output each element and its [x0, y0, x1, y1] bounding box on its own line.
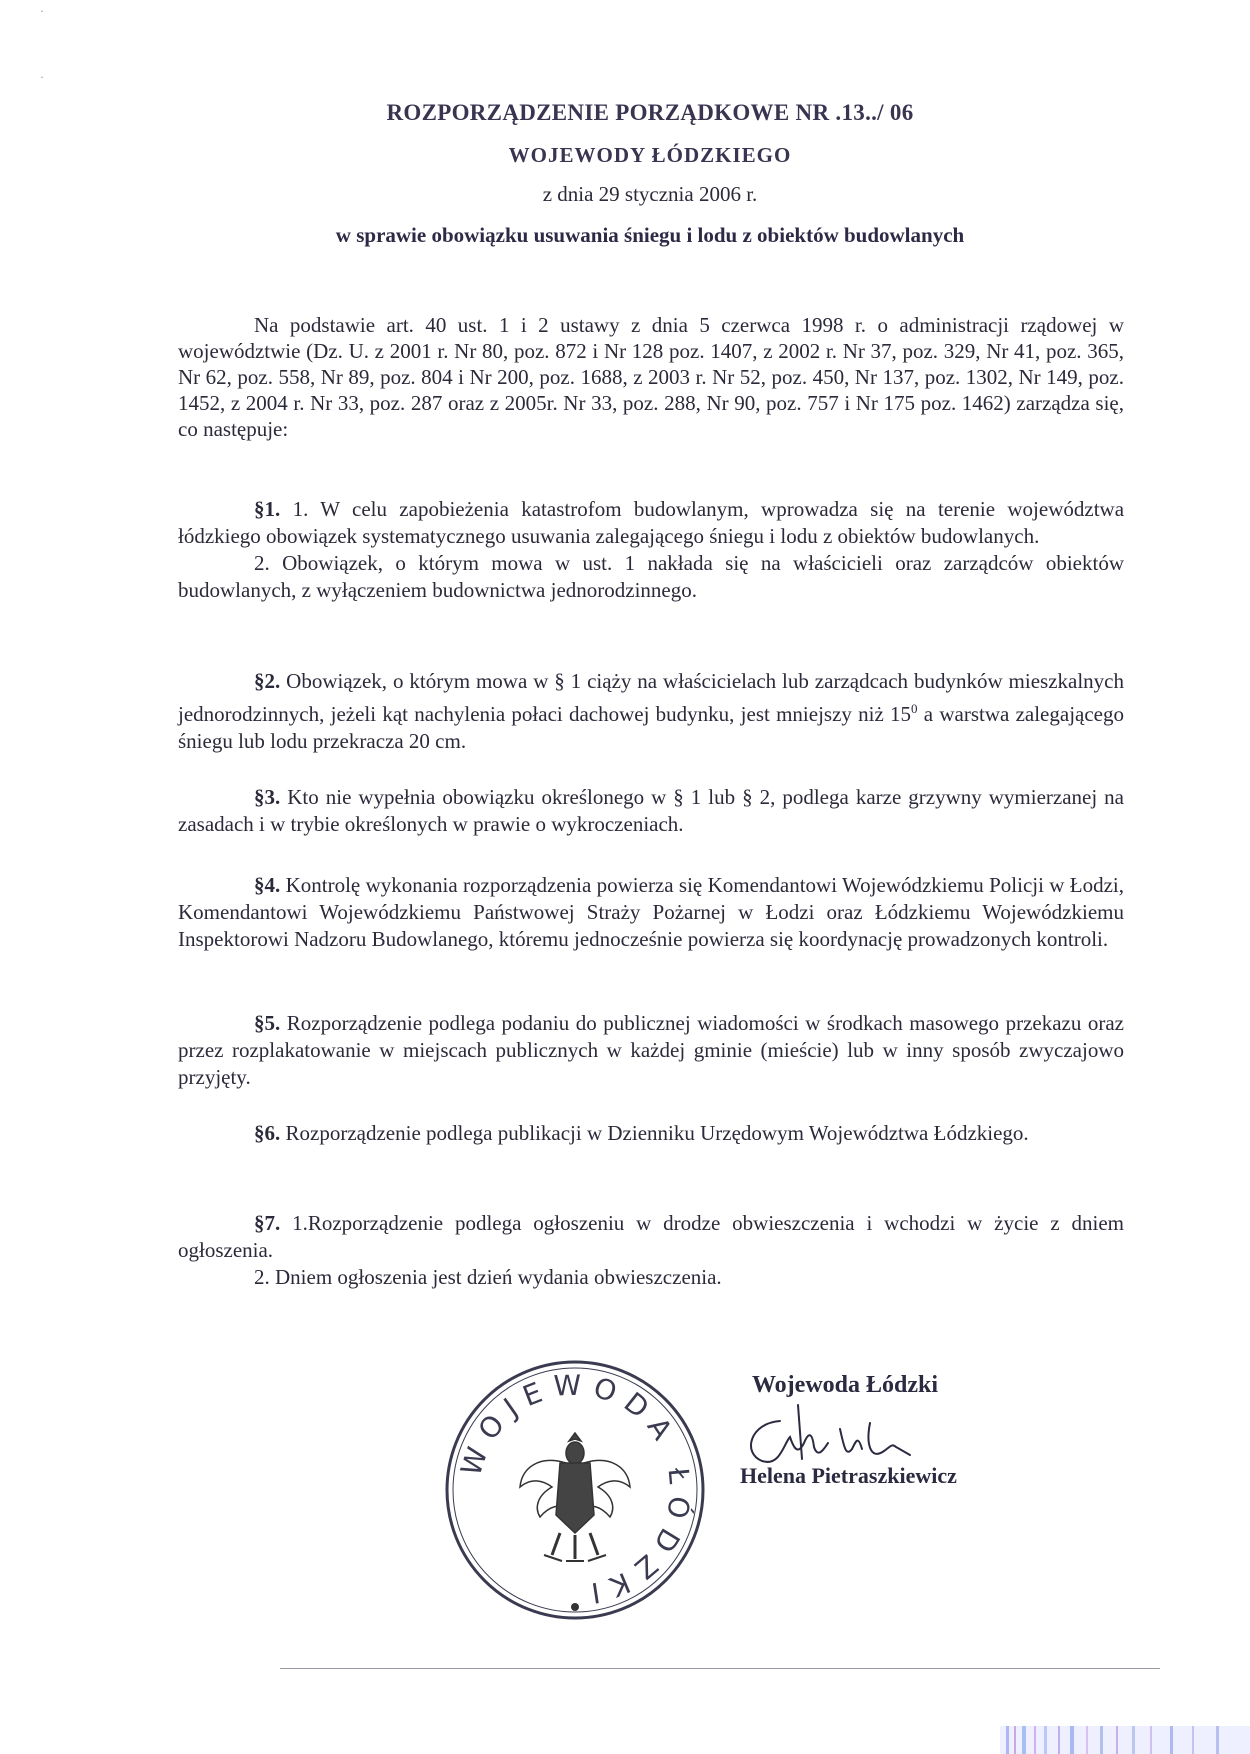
document-header — [180, 100, 1120, 248]
document-subject: w sprawie obowiązku usuwania śniegu i lodu z obiektów budowlanych — [335, 223, 965, 247]
preamble: Na podstawie art. 40 ust. 1 i 2 ustawy z dnia 5 czerwca 1998 r. o administracji rządowej w województwie (Dz. U. z 2001 r. Nr 80, poz. 872 i Nr 128 poz. 1407, z 2002 r. Nr 37, poz. 329, Nr 41, poz. 365, Nr 62, poz. 558, Nr 89, poz. 804 i Nr 200, poz. 1688, z 2003 r. Nr 52, poz. 450, Nr 137, poz. 1302, Nr 149, poz. 1452, z 2004 r. Nr 33, poz. 287 oraz z 2005r. Nr 33, poz. 288, Nr 90, poz. 757 i Nr 175 poz. 1462) zarządza się, co następuje: — [178, 313, 1124, 441]
section-number: §3. — [254, 785, 281, 809]
section-number: §5. — [254, 1011, 281, 1035]
section-text: Kto nie wypełnia obowiązku określonego w § 1 lub § 2, podlega karze grzywny wymierzanej na zasadach i w trybie określonych w prawie o wykroczeniach. — [178, 785, 1125, 836]
section-text: Rozporządzenie podlega podaniu do publicznej wiadomości w środkach masowego przekazu oraz przez rozplakatowanie w miejscach publicznych w każdej gminie (mieście) lub w inny sposób zwyczajowo przyjęty. — [178, 1011, 1125, 1089]
section-number: §6. — [254, 1121, 281, 1145]
section-6 — [178, 1120, 1124, 1147]
section-7 — [178, 1210, 1124, 1291]
issue-date: z dnia 29 stycznia 2006 r. — [542, 182, 758, 206]
section-5 — [178, 1010, 1124, 1091]
section-number: §1. — [254, 497, 281, 521]
section-number: §2. — [254, 669, 281, 693]
section-3 — [178, 784, 1124, 838]
issuer-line: WOJEWODY ŁÓDZKIEGO — [508, 143, 792, 167]
margin-mark: · — [40, 70, 44, 84]
seal-dot — [571, 1603, 579, 1611]
signatory-title: Wojewoda Łódzki — [752, 1372, 939, 1398]
scan-artifact — [1000, 1726, 1250, 1754]
section-number: §7. — [254, 1211, 281, 1235]
section-2 — [178, 668, 1124, 755]
eagle-emblem-icon — [520, 1433, 630, 1561]
signatory-name: Helena Pietraszkiewicz — [740, 1463, 957, 1488]
seal-text: WOJEWODA ŁÓDZKI — [454, 1368, 697, 1611]
document-title: ROZPORZĄDZENIE PORZĄDKOWE NR .13../ 06 — [386, 100, 914, 125]
bottom-rule — [280, 1668, 1160, 1669]
section-4 — [178, 872, 1124, 953]
section-1 — [178, 496, 1124, 604]
section-text: Kontrolę wykonania rozporządzenia powierza się Komendantowi Wojewódzkiemu Policji w Łodzi, Komendantowi Wojewódzkiemu Państwowej Straży Pożarnej w Łodzi oraz Łódzkiemu Wojewódzkiemu Inspektorowi Nadzoru Budowlanego, któremu jednocześnie powierza się koordynację prowadzonych kontroli. — [178, 873, 1124, 951]
section-text: 1. W celu zapobieżenia katastrofom budowlanym, wprowadza się na terenie województwa łódzkiego obowiązek systematycznego usuwania zalegającego śniegu i lodu z obiektów budowlanych. — [178, 497, 1125, 548]
section-text: 2. Dniem ogłoszenia jest dzień wydania obwieszczenia. — [254, 1265, 722, 1289]
section-text: 2. Obowiązek, o którym mowa w ust. 1 nakłada się na właścicieli oraz zarządców obiektów budowlanych, z wyłączeniem budownictwa jednorodzinnego. — [178, 551, 1124, 602]
degree-superscript: 0 — [911, 701, 918, 716]
margin-mark: · — [40, 4, 44, 18]
signature-block — [740, 1372, 1070, 1489]
section-number: §4. — [254, 873, 281, 897]
section-text: Obowiązek, o którym mowa w § 1 ciąży na właścicielach lub zarządcach budynków mieszkalnych jednorodzinnych, jeżeli kąt nachylenia połaci dachowej budynku, jest mniejszy niż 15 — [178, 669, 1124, 726]
section-text: 1.Rozporządzenie podlega ogłoszeniu w drodze obwieszczenia i wchodzi w życie z dniem ogłoszenia. — [178, 1211, 1124, 1262]
section-text: Rozporządzenie podlega publikacji w Dzienniku Urzędowym Województwa Łódzkiego. — [285, 1121, 1029, 1145]
section-text: a warstwa zalegającego śniegu lub lodu przekracza 20 cm. — [178, 702, 1124, 753]
official-seal — [440, 1355, 710, 1625]
